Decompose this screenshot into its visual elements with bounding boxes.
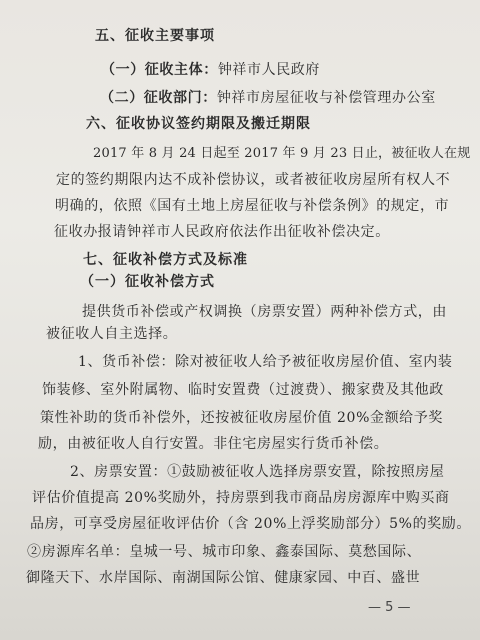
section6-line-2: 定的签约期限内达不成补偿协议，或者被征收房屋所有权人不 (56, 172, 451, 188)
subject-value: 钟祥市人民政府 (217, 62, 321, 78)
section6-line-1: 2017 年 8 月 24 日起至 2017 年 9 月 23 日止，被征收人在规 (93, 146, 471, 161)
voucher-line-2: 评估价值提高 20%奖励外，持房票到我市商品房房源库中购买商 (32, 490, 450, 506)
subject-item (101, 60, 320, 80)
housing-list-line-1: ②房源库名单：皇城一号、城市印象、鑫泰国际、莫愁国际、 (27, 544, 422, 560)
section6-heading: 六、征收协议签约期限及搬迁期限 (86, 116, 311, 132)
intro-line-2: 被征收人自主选择。 (46, 326, 178, 342)
cash-line-2: 饰装修、室外附属物、临时安置费（过渡费）、搬家费及其他政 (42, 382, 444, 398)
intro-line-1: 提供货币补偿或产权调换（房票安置）两种补偿方式，由 (82, 304, 447, 320)
page-number: — 5 — (368, 600, 411, 615)
section7-heading: 七、征收补偿方式及标准 (83, 252, 248, 268)
voucher-line-3: 品房，可享受房屋征收评估价（含 20%上浮奖励部分）5%的奖励。 (30, 516, 471, 532)
cash-line-4: 励，由被征收人自行安置。非住宅房屋实行货币补偿。 (38, 436, 389, 452)
section6-line-3: 明确的，依照《国有土地上房屋征收与补偿条例》的规定，市 (55, 198, 450, 214)
section5-heading: 五、征收主要事项 (95, 28, 215, 44)
department-label: （二）征收部门： (100, 90, 217, 106)
section7-subheading: （一）征收补偿方式 (80, 274, 215, 290)
cash-line-1: 1、货币补偿：除对被征收人给予被征收房屋价值、室内装 (78, 354, 453, 370)
subject-label: （一）征收主体： (101, 62, 218, 78)
section6-line-4: 征收办报请钟祥市人民政府依法作出征收补偿决定。 (54, 224, 390, 240)
housing-list-line-2: 御隆天下、水岸国际、南湖国际公馆、健康家园、中百、盛世 (26, 570, 421, 586)
department-item (100, 88, 436, 108)
department-value: 钟祥市房屋征收与补偿管理办公室 (216, 90, 436, 106)
cash-line-3: 策性补助的货币补偿外，还按被征收房屋价值 20%金额给予奖 (40, 410, 443, 426)
voucher-line-1: 2、房票安置：①鼓励被征收人选择房票安置，除按照房屋 (70, 464, 445, 480)
